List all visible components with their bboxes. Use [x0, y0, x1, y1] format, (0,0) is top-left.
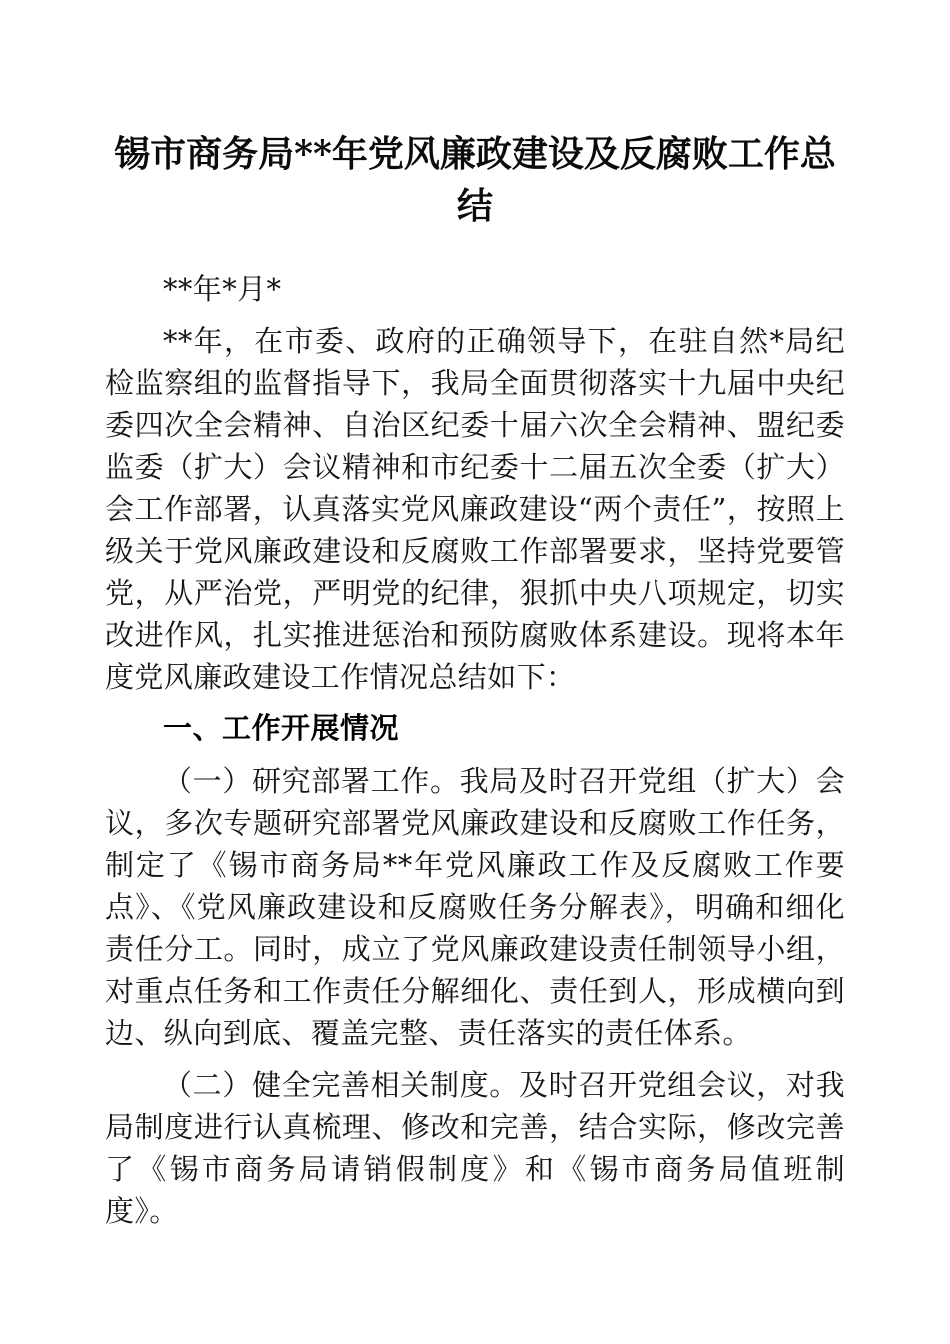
- section-heading-work-progress: 一、工作开展情况: [163, 713, 400, 745]
- paragraph-item-2: （二）健全完善相关制度。及时召开党组会议，对我局制度进行认真梳理、修改和完善，结合实际，修改完善了《锡市商务局请销假制度》和《锡市商务局值班制度》。: [105, 1068, 845, 1228]
- page-title: 锡市商务局**年党风廉政建设及反腐败工作总结: [114, 133, 836, 227]
- document-body: [105, 268, 845, 1232]
- spacer: [105, 750, 845, 760]
- spacer: [105, 698, 845, 708]
- paragraph-item-1: （一）研究部署工作。我局及时召开党组（扩大）会议，多次专题研究部署党风廉政建设和反腐败工作任务，制定了《锡市商务局**年党风廉政工作及反腐败工作要点》、《党风廉政建设和反腐败任务分解表》，明确和细化责任分工。同时，成立了党风廉政建设责任制领导小组，对重点任务和工作责任分解细化、责任到人，形成横向到边、纵向到底、覆盖完整、责任落实的责任体系。: [105, 764, 845, 1050]
- dateline: **年*月*: [163, 272, 282, 306]
- paragraph-intro: **年，在市委、政府的正确领导下，在驻自然*局纪检监察组的监督指导下，我局全面贯彻落实十九届中央纪委四次全会精神、自治区纪委十届六次全会精神、盟纪委监委（扩大）会议精神和市纪委十二届五次全委（扩大）会工作部署，认真落实党风廉政建设“两个责任”，按照上级关于党风廉政建设和反腐败工作部署要求，坚持党要管党，从严治党，严明党的纪律，狠抓中央八项规定，切实改进作风，扎实推进惩治和预防腐败体系建设。现将本年度党风廉政建设工作情况总结如下：: [105, 324, 845, 694]
- spacer: [105, 1054, 845, 1064]
